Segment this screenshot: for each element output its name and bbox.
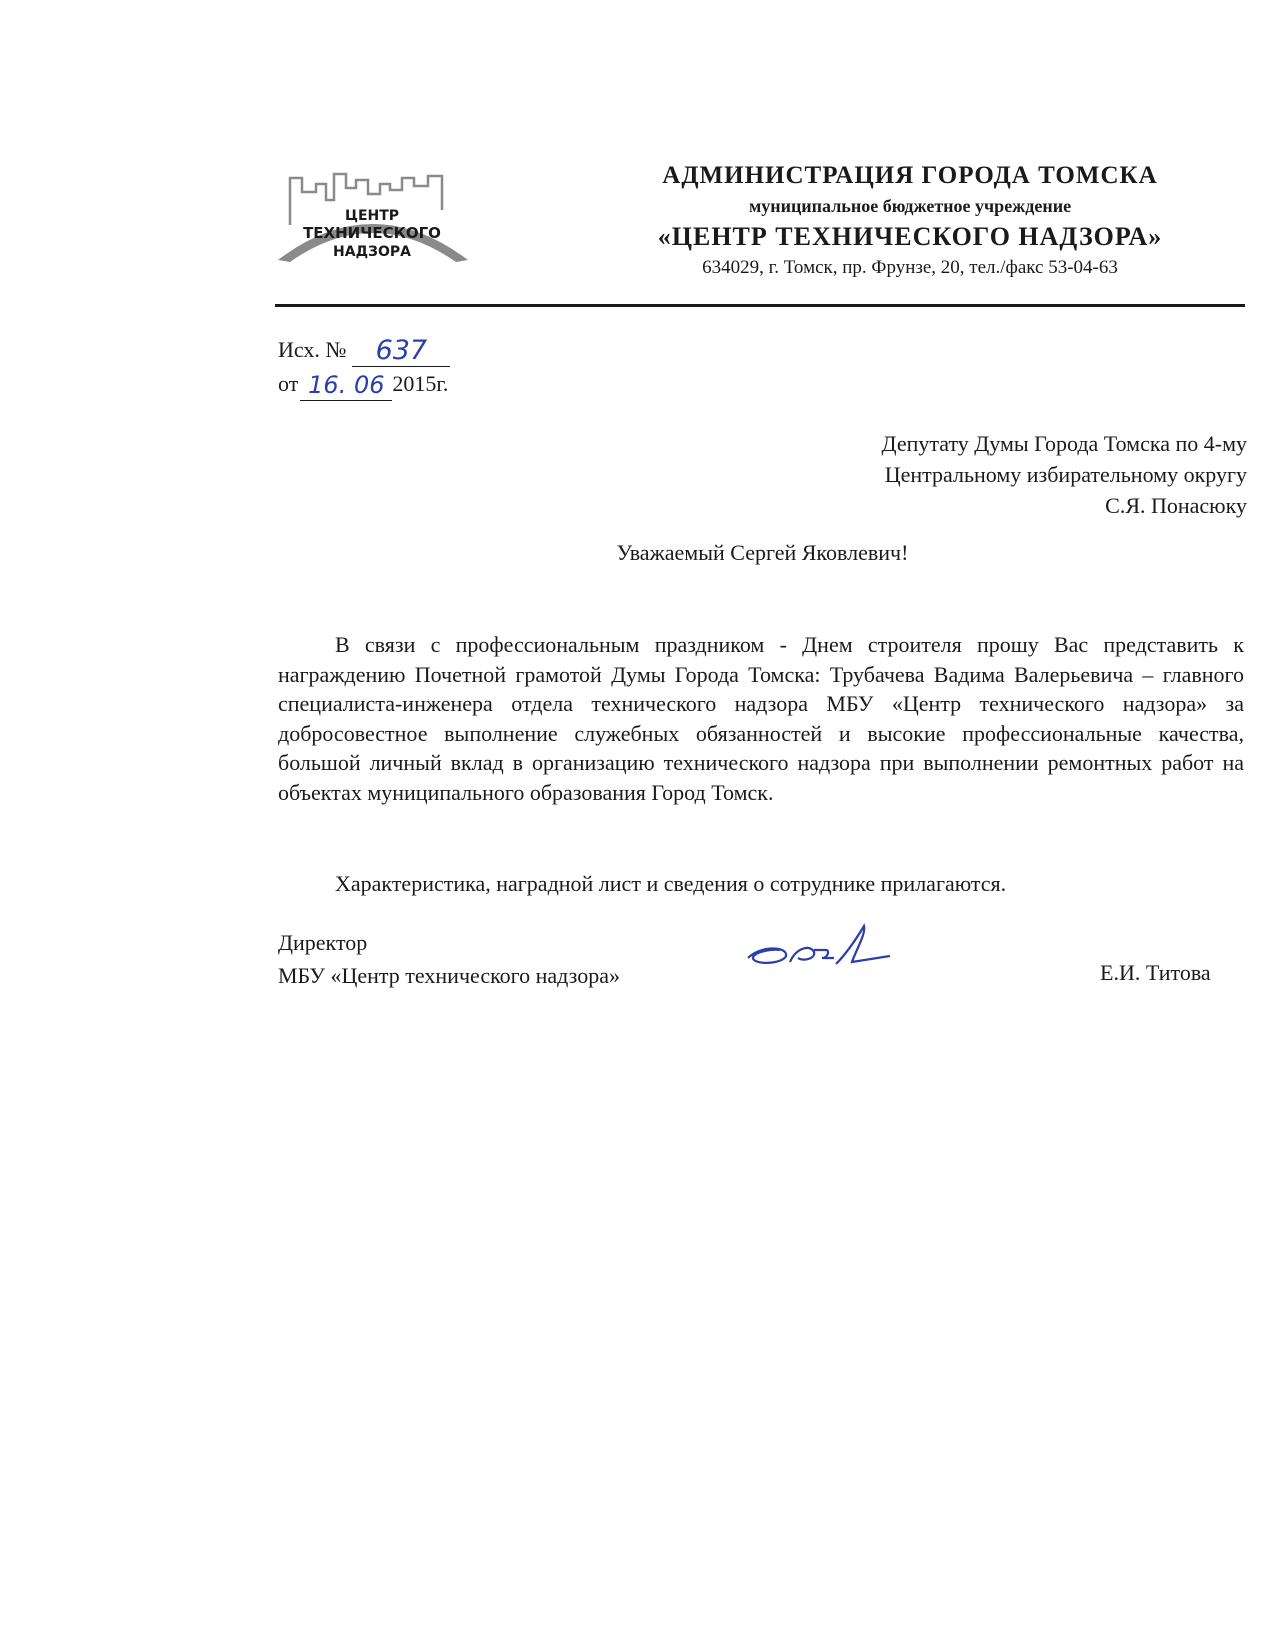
institution-address: 634029, г. Томск, пр. Фрунзе, 20, тел./факс 53-04-63 bbox=[702, 257, 1118, 278]
logo-text-line1: ЦЕНТР bbox=[344, 208, 400, 224]
institution-type: муниципальное бюджетное учреждение bbox=[748, 196, 1072, 216]
logo-text-line3: НАДЗОРА bbox=[333, 244, 411, 260]
signatory-position: Директор bbox=[278, 930, 368, 955]
outgoing-number-label: Исх. № bbox=[278, 337, 347, 362]
letterhead bbox=[610, 160, 1210, 282]
outgoing-year: 2015г. bbox=[392, 371, 449, 396]
outgoing-number-value: 637 bbox=[352, 336, 450, 367]
header-divider bbox=[275, 304, 1245, 307]
addressee-line1: Депутату Думы Города Томска по 4-му bbox=[881, 431, 1247, 456]
signatory-organization: МБУ «Центр технического надзора» bbox=[278, 963, 620, 988]
salutation-text: Уважаемый Сергей Яковлевич! bbox=[616, 540, 909, 565]
outgoing-date-label: от bbox=[278, 371, 299, 396]
addressee-line2: Центральному избирательному округу bbox=[884, 462, 1247, 487]
administration-title: АДМИНИСТРАЦИЯ ГОРОДА ТОМСКА bbox=[662, 162, 1158, 189]
attachments-note: Характеристика, наградной лист и сведения о сотруднике прилагаются. bbox=[335, 871, 1007, 896]
outgoing-date-value: 16. 06 bbox=[300, 370, 392, 401]
outgoing-number-block bbox=[278, 333, 450, 401]
signatory-title bbox=[278, 926, 620, 992]
logo-text-line2: ТЕХНИЧЕСКОГО bbox=[303, 224, 441, 242]
signatory-name: Е.И. Титова bbox=[1100, 960, 1211, 985]
addressee-line3: С.Я. Понасюку bbox=[1105, 493, 1247, 518]
addressee-block bbox=[882, 428, 1247, 521]
organization-logo bbox=[272, 170, 482, 275]
salutation bbox=[0, 540, 1275, 566]
institution-name: «ЦЕНТР ТЕХНИЧЕСКОГО НАДЗОРА» bbox=[657, 222, 1163, 251]
handwritten-signature bbox=[740, 922, 900, 978]
letter-body: В связи с профессиональным праздником - Днем строителя прошу Вас представить к награждению Почетной грамотой Думы Города Томска: Трубачева Вадима Валерьевича – главного специалиста-инженера отдела технического надзора МБУ «Центр технического надзора» за добросовестное выполнение служебных обязанностей и высокие профессиональные качества, большой личный вклад в организацию технического надзора при выполнении ремонтных работ на объектах муниципального образования Город Томск. bbox=[278, 632, 1244, 805]
